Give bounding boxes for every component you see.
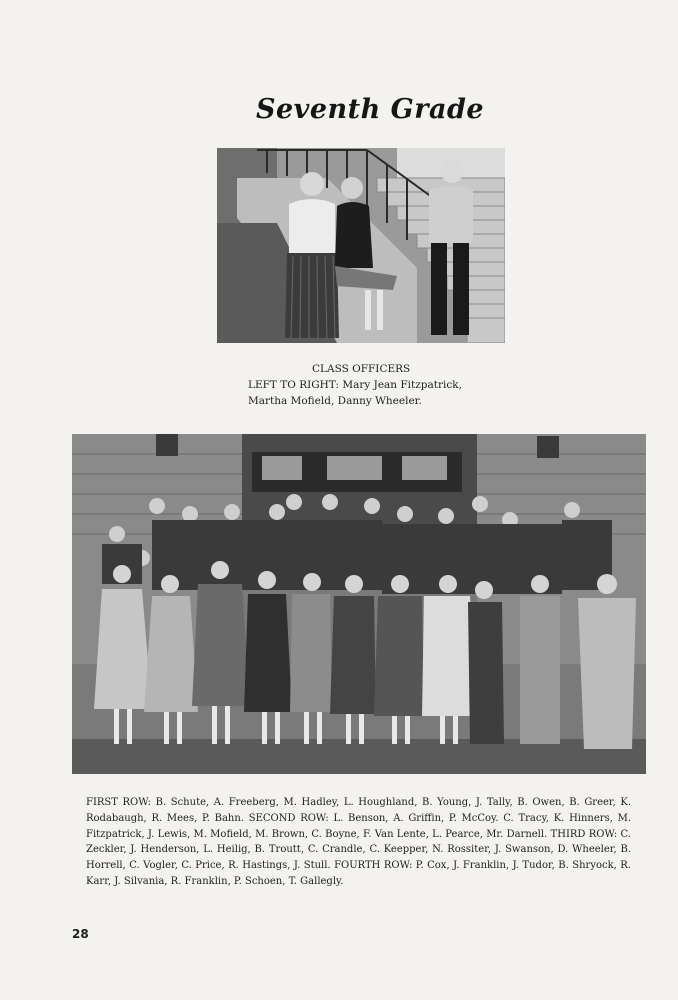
class-officers-photo xyxy=(217,148,505,343)
first-row-names: B. Schute, A. Freeberg, M. Hadley, L. Houghland, B. Young, J. Tally, B. Owen, B. Greer, K. Rodabaugh, R. Mees, P. Bahn. xyxy=(86,797,632,824)
third-row-names: C. Zeckler, J. Henderson, L. Heilig, B. Troutt, C. Crandle, C. Keepper, N. Rossiter, J. Swanson, D. Wheeler, B. Horrell, C. Vogler, C. Price, R. Hastings, J. Stull. xyxy=(86,828,631,872)
officers-line-2: Martha Mofield, Danny Wheeler. xyxy=(248,395,422,407)
class-group-photo xyxy=(72,434,646,774)
second-row-names: L. Benson, A. Griffin, P. McCoy. C. Tracy, K. Hinners, M. Fitzpatrick, J. Lewis, M. Mofield, M. Brown, C. Boyne, F. Van Lente, L. Pearce, Mr. Darnell. xyxy=(86,812,632,840)
first-row-label: FIRST ROW: xyxy=(86,797,152,808)
third-row-label: THIRD ROW: xyxy=(550,828,618,840)
officers-caption xyxy=(248,361,548,409)
officers-line-1: LEFT TO RIGHT: Mary Jean Fitzpatrick, xyxy=(248,379,462,391)
fourth-row-names: P. Cox, J. Franklin, J. Tudor, B. Shryock, R. Karr, J. Silvania, R. Franklin, P. Schoen, T. Gallegly. xyxy=(86,860,631,887)
fourth-row-label: FOURTH ROW: xyxy=(334,860,413,872)
page-number: 28 xyxy=(72,927,89,941)
page-title: Seventh Grade xyxy=(255,94,484,125)
officers-heading: CLASS OFFICERS xyxy=(312,363,411,375)
student-roster xyxy=(86,795,631,890)
second-row-label: SECOND ROW: xyxy=(248,812,329,824)
